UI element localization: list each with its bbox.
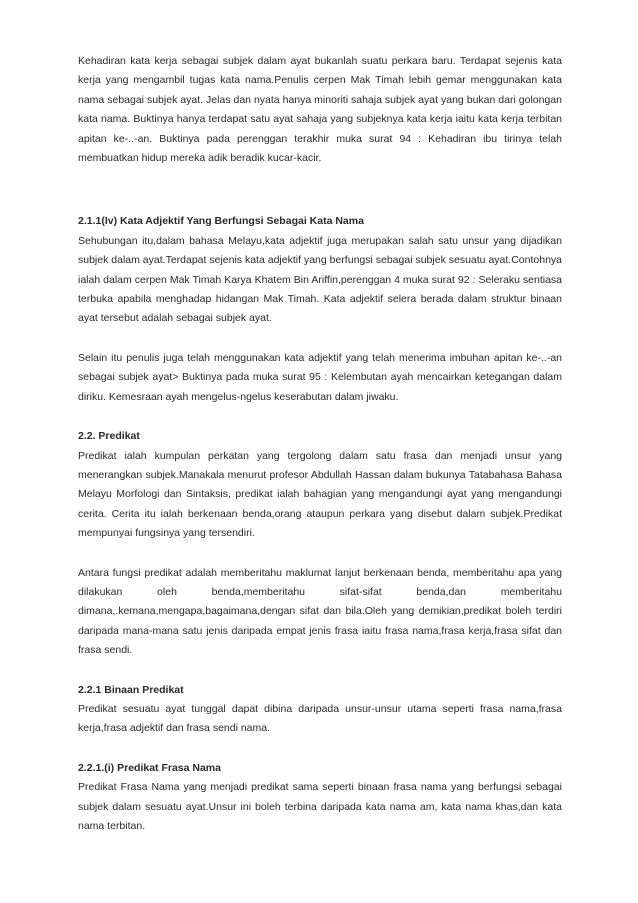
- frasa-nama-section-heading: 2.2.1.(i) Predikat Frasa Nama: [78, 761, 221, 774]
- predikat-paragraph-1: Predikat ialah kumpulan perkatan yang tergolong dalam satu frasa dan menjadi unsur yang menerangkan subjek.Manakala menurut profesor Abdullah Hassan dalam bukunya Tatabahasa Bahasa Melayu Morfologi dan Sintaksis, predikat ialah bahagian yang mengandungi ayat yang mengandungi cerita. Cerita itu ialah berkenaan benda,orang ataupun perkara yang disebut dalam subjek.Predikat mempunyai fungsinya yang tersendiri.: [78, 449, 562, 540]
- binaan-section-heading: 2.2.1 Binaan Predikat: [78, 683, 184, 696]
- predikat-section-heading: 2.2. Predikat: [78, 430, 140, 443]
- adjective-paragraph-1: Sehubungan itu,dalam bahasa Melayu,kata adjektif juga merupakan salah satu unsur yang dijadikan subjek dalam ayat.Terdapat sejenis kata adjektif yang berfungsi sebagai subjek sesuatu ayat.Contohnya ialah dalam cerpen Mak Timah Karya Khatem Bin Ariffin,perenggan 4 muka surat 92 : Seleraku sentiasa terbuka apabila menghadap hidangan Mak Timah. Kata adjektif selera berada dalam struktur binaan ayat tersebut adalah sebagai subjek ayat.: [78, 234, 562, 325]
- intro-paragraph: Kehadiran kata kerja sebagai subjek dalam ayat bukanlah suatu perkara baru. Terdapat sejenis kata kerja yang mengambil tugas kata nama.Penulis cerpen Mak Timah lebih gemar menggunakan kata nama sebagai subjek ayat. Jelas dan nyata hanya minoriti sahaja subjek ayat yang bukan dari golongan kata nama. Buktinya hanya terdapat satu ayat sahaja yang subjeknya kata kerja iaitu kata kerja terbitan apitan ke-..-an. Buktinya pada perenggan terakhir muka surat 94 : Kehadiran ibu tirinya telah membuatkan hidup mereka adik beradik kucar-kacir.: [78, 55, 562, 165]
- adjective-section-heading: 2.1.1(Iv) Kata Adjektif Yang Berfungsi Sebagai Kata Nama: [78, 215, 364, 228]
- frasa-nama-paragraph: Predikat Frasa Nama yang menjadi predikat sama seperti binaan frasa nama yang berfungsi sebagai subjek dalam sesuatu ayat.Unsur ini boleh terbina daripada kata nama am, kata nama khas,dan kata nama terbitan.: [78, 781, 562, 832]
- binaan-paragraph: Predikat sesuatu ayat tunggal dapat dibina daripada unsur-unsur utama seperti frasa nama,frasa kerja,frasa adjektif dan frasa sendi nama.: [78, 702, 562, 735]
- predikat-paragraph-2: Antara fungsi predikat adalah memberitahu maklumat lanjut berkenaan benda, memberitahu apa yang dilakukan oleh benda,memberitahu sifat-sifat benda,dan memberitahu dimana,.kemana,mengapa,bagaimana,dengan sifat dan bila.Oleh yang demikian,predikat boleh terdiri daripada mana-mana satu jenis daripada empat jenis frasa iaitu frasa nama,frasa kerja,frasa sifat dan frasa sendi.: [78, 566, 562, 657]
- adjective-paragraph-2: Selain itu penulis juga telah menggunakan kata adjektif yang telah menerima imbuhan apitan ke-..-an sebagai subjek ayat> Buktinya pada muka surat 95 : Kelembutan ayah mencairkan ketegangan dalam diriku. Kemesraan ayah mengelus-ngelus keserabutan dalam jiwaku.: [78, 351, 562, 403]
